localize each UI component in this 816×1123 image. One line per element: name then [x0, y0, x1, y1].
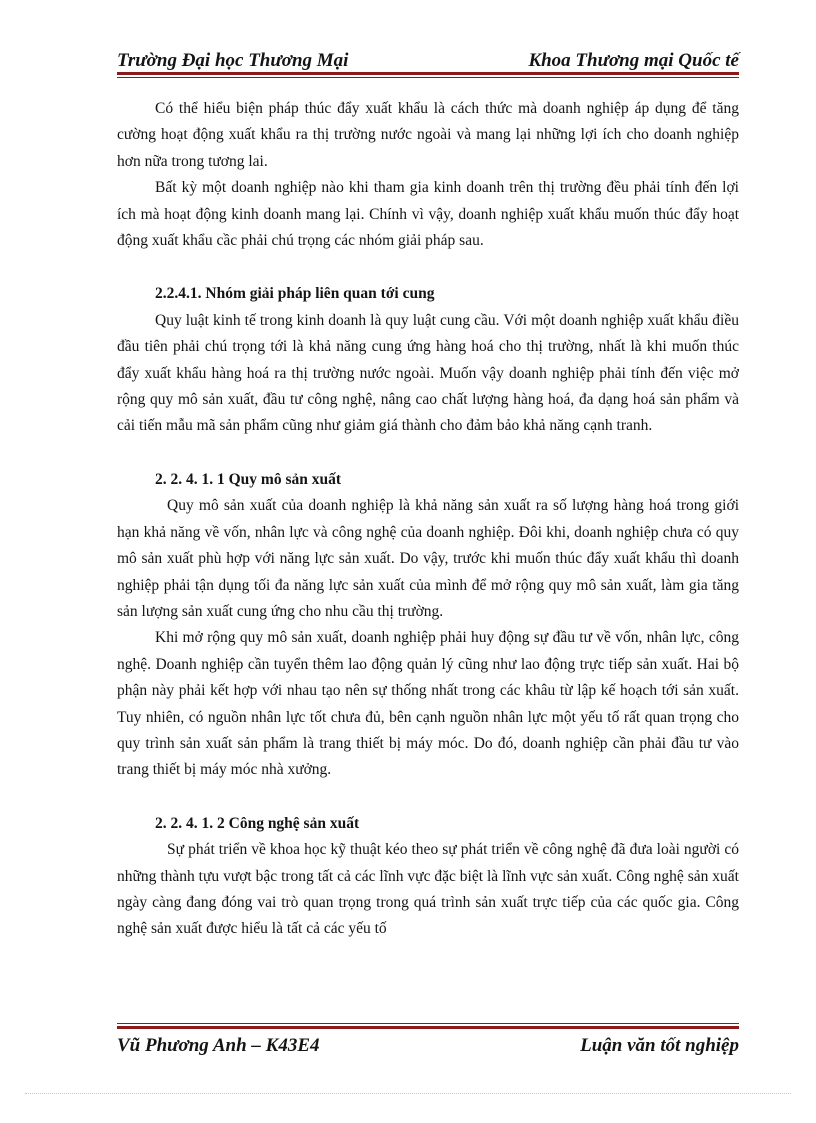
- paragraph-scale-expansion: Khi mở rộng quy mô sản xuất, doanh nghiệp phải huy động sự đầu tư về vốn, nhân lực, công nghệ. Doanh nghiệp cần tuyển thêm lao động quản lý cũng như lao động trực tiếp sản xuất. Hai bộ phận này phải kết hợp với nhau tạo nên sự thống nhất trong các khâu từ lập kế hoạch tới sản xuất. Tuy nhiên, có nguồn nhân lực tốt chưa đủ, bên cạnh nguồn nhân lực một yếu tố rất quan trọng cho quy trình sản xuất sản phẩm là trang thiết bị máy móc. Do đó, doanh nghiệp cần phải đầu tư vào trang thiết bị máy móc nhà xưởng.: [117, 629, 739, 779]
- header-university: Trường Đại học Thương Mại: [117, 50, 349, 71]
- footer-document-type: Luận văn tốt nghiệp: [580, 1035, 739, 1056]
- page-header: [117, 46, 739, 72]
- paragraph-definition: Có thể hiểu biện pháp thúc đẩy xuất khẩu là cách thức mà doanh nghiệp áp dụng để tăng cường hoạt động xuất khẩu ra thị trường nước ngoài và mang lại những lợi ích cho doanh nghiệp hơn nữa trong tương lai.: [117, 100, 739, 170]
- spacer: [117, 254, 739, 281]
- header-rule: [117, 72, 739, 78]
- spacer: [117, 784, 739, 811]
- spacer: [117, 440, 739, 467]
- header-faculty: Khoa Thương mại Quốc tế: [528, 50, 739, 71]
- heading-production-technology: 2. 2. 4. 1. 2 Công nghệ sản xuất: [155, 814, 360, 832]
- paragraph-scale-definition: Quy mô sản xuất của doanh nghiệp là khả năng sản xuất ra số lượng hàng hoá trong giới hạn khả năng về vốn, nhân lực và công nghệ của doanh nghiệp. Đôi khi, doanh nghiệp chưa có quy mô sản xuất phù hợp với năng lực sản xuất. Do vậy, trước khi muốn thúc đẩy xuất khẩu thì doanh nghiệp phải tận dụng tối đa năng lực sản xuất của mình để mở rộng quy mô sản xuất, làm gia tăng sản lượng sản xuất cung ứng cho nhu cầu thị trường.: [117, 497, 739, 620]
- footer-author: Vũ Phương Anh – K43E4: [117, 1035, 320, 1056]
- body-text: [117, 96, 739, 943]
- paragraph-supply: Quy luật kinh tế trong kinh doanh là quy luật cung cầu. Với một doanh nghiệp xuất khẩu điều đầu tiên phải chú trọng tới là khả năng cung ứng hàng hoá cho thị trường, nhất là khi muốn thúc đẩy xuất khẩu hàng hoá ra thị trường nước ngoài. Muốn vậy doanh nghiệp phải tính đến việc mở rộng quy mô sản xuất, đầu tư công nghệ, nâng cao chất lượng hàng hoá, đa dạng hoá sản phẩm và cải tiến mẫu mã sản phẩm cũng như giảm giá thành cho đảm bảo khả năng cạnh tranh.: [117, 311, 739, 435]
- paragraph-benefits: Bất kỳ một doanh nghiệp nào khi tham gia kinh doanh trên thị trường đều phải tính đến lợi ích mà hoạt động kinh doanh mang lại. Chính vì vậy, doanh nghiệp xuất khẩu muốn thúc đẩy hoạt động xuất khẩu cầc phải chú trọng các nhóm giải pháp sau.: [117, 179, 739, 250]
- heading-supply-solutions: 2.2.4.1. Nhóm giải pháp liên quan tới cung: [155, 285, 435, 303]
- heading-production-scale: 2. 2. 4. 1. 1 Quy mô sản xuất: [155, 470, 342, 488]
- footer-rule: [117, 1023, 739, 1029]
- page-footer: [117, 1031, 739, 1057]
- paragraph-technology: Sự phát triển về khoa học kỹ thuật kéo theo sự phát triển về công nghệ đã đưa loài người có những thành tựu vượt bậc trong tất cả các lĩnh vực đặc biệt là lĩnh vực sản xuất. Công nghệ sản xuất ngày càng đang đóng vai trò quan trọng trong quá trình sản xuất trực tiếp của các quốc gia. Công nghệ sản xuất được hiểu là tất cả các yếu tố: [117, 841, 739, 938]
- page-bottom-dotted-line: [25, 1093, 791, 1094]
